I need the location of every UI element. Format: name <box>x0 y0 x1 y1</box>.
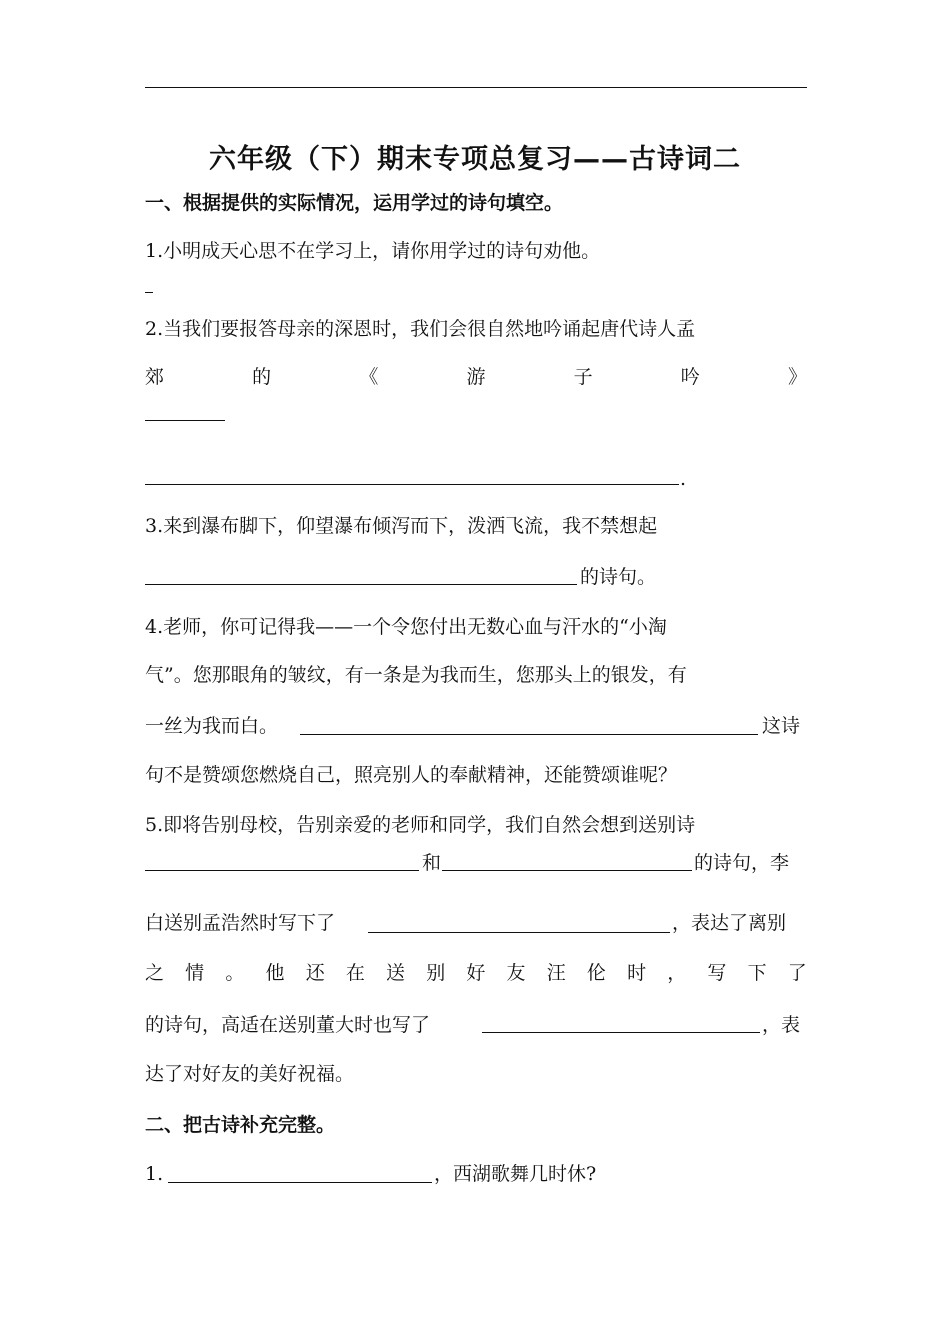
char: ， <box>667 962 687 984</box>
char: 在 <box>345 962 365 984</box>
char: 他 <box>265 962 285 984</box>
answer-blank-q5d[interactable] <box>482 1032 760 1033</box>
question-3-tail: 的诗句。 <box>580 566 657 588</box>
question-5-line-5-head: 的诗句，高适在送别董大时也写了 <box>145 1014 431 1036</box>
page-title: 六年级（下）期末专项总复习——古诗词二 <box>209 144 741 175</box>
question-2-line-1: 2.当我们要报答母亲的深恩时，我们会很自然地吟诵起唐代诗人孟 <box>145 318 696 340</box>
char: 游 <box>466 366 486 388</box>
question-4-line-1: 4.老师，你可记得我——一个令您付出无数心血与汗水的“小淘 <box>145 616 667 638</box>
char: 》 <box>787 366 807 388</box>
char: 《 <box>359 366 379 388</box>
section-1-heading: 一、根据提供的实际情况，运用学过的诗句填空。 <box>145 192 564 214</box>
char: 吟 <box>680 366 700 388</box>
char: 了 <box>787 962 807 984</box>
answer-blank-q1[interactable] <box>145 292 153 293</box>
header-rule <box>145 87 807 88</box>
question-3-line-1: 3.来到瀑布脚下，仰望瀑布倾泻而下，泼洒飞流，我不禁想起 <box>145 515 658 537</box>
question-4-line-4: 句不是赞颂您燃烧自己，照亮别人的奉献精神，还能赞颂谁呢？ <box>145 764 678 786</box>
char: 郊 <box>145 366 165 388</box>
answer-blank-q5b[interactable] <box>442 870 692 871</box>
question-4-line-2: 气”。您那眼角的皱纹，有一条是为我而生，您那头上的银发，有 <box>145 664 687 686</box>
question-5-line-2-tail: 的诗句，李 <box>694 852 790 874</box>
char: 。 <box>225 962 245 984</box>
char: 之 <box>145 962 165 984</box>
question-5-line-6: 达了对好友的美好祝福。 <box>145 1063 355 1085</box>
char: 别 <box>426 962 446 984</box>
section-2-question-1-tail: ，西湖歌舞几时休? <box>434 1163 597 1185</box>
question-4-line-3-tail: 这诗 <box>762 715 801 737</box>
char: 时 <box>627 962 647 984</box>
char: 下 <box>747 962 767 984</box>
char: 友 <box>506 962 526 984</box>
char: 子 <box>573 366 593 388</box>
question-2-period: . <box>680 468 687 490</box>
answer-blank-q5c[interactable] <box>368 932 670 933</box>
char: 伦 <box>586 962 606 984</box>
section-2-heading: 二、把古诗补充完整。 <box>145 1114 336 1136</box>
char: 送 <box>386 962 406 984</box>
question-5-spread-line <box>145 960 807 986</box>
section-2-question-1-num: 1. <box>145 1163 164 1185</box>
question-4-line-3-head: 一丝为我而白。 <box>145 715 279 737</box>
answer-blank-q2b[interactable] <box>145 484 679 485</box>
char: 汪 <box>546 962 566 984</box>
char: 情 <box>185 962 205 984</box>
question-5-line-3-tail: ，表达了离别 <box>672 912 787 934</box>
char: 还 <box>305 962 325 984</box>
answer-blank-q5a[interactable] <box>145 870 419 871</box>
char: 好 <box>466 962 486 984</box>
question-1: 1.小明成天心思不在学习上，请你用学过的诗句劝他。 <box>145 240 601 262</box>
answer-blank-s2q1[interactable] <box>168 1182 432 1183</box>
question-5-line-5-tail: ，表 <box>762 1014 801 1036</box>
answer-blank-q4[interactable] <box>300 734 758 735</box>
char: 写 <box>707 962 727 984</box>
answer-blank-q2a[interactable] <box>145 420 225 421</box>
question-2-spread-line <box>145 364 807 390</box>
question-5-line-3-head: 白送别孟浩然时写下了 <box>145 912 336 934</box>
answer-blank-q3[interactable] <box>145 584 577 585</box>
char: 的 <box>252 366 272 388</box>
question-5-and: 和 <box>422 852 442 874</box>
question-5-line-1: 5.即将告别母校，告别亲爱的老师和同学，我们自然会想到送别诗 <box>145 814 696 836</box>
